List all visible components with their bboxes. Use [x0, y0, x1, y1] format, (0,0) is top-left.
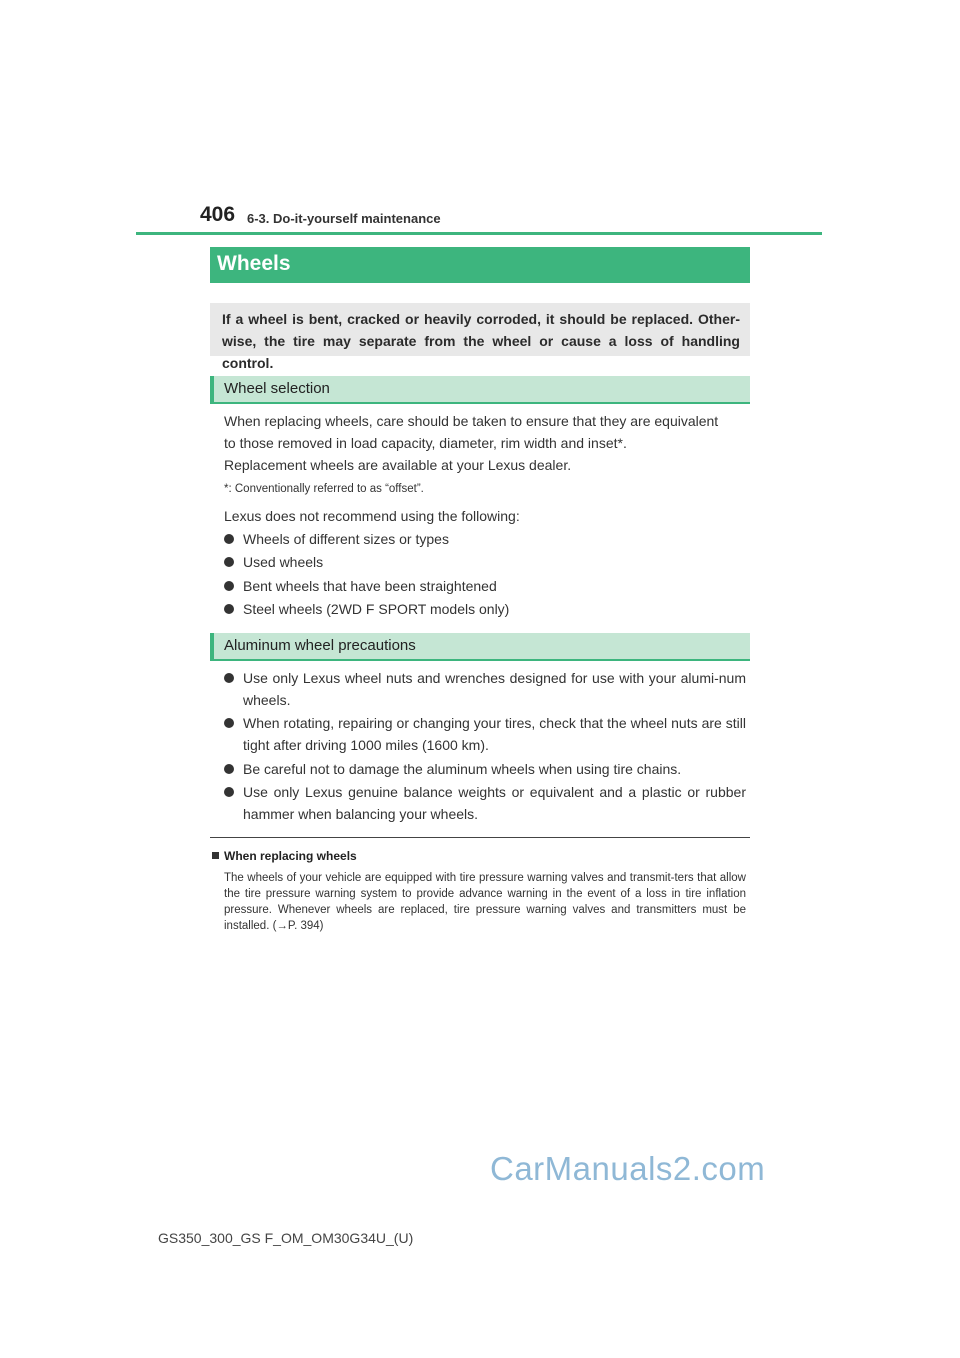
intro-box [210, 303, 750, 371]
bullet-icon [224, 673, 234, 683]
note-heading: When replacing wheels [212, 849, 357, 863]
section-title-band [210, 247, 750, 283]
bullet-icon [224, 557, 234, 567]
list-item: Used wheels [224, 551, 746, 573]
intro-text: If a wheel is bent, cracked or heavily corroded, it should be replaced. Other-wise, the tire may separate from the wheel or cause a loss of handling control. [222, 311, 740, 371]
list-item: Use only Lexus wheel nuts and wrenches designed for use with your alumi-num wheels. [224, 667, 746, 711]
list-item: Use only Lexus genuine balance weights or equivalent and a plastic or rubber hammer when balancing your wheels. [224, 781, 746, 825]
list-item: Wheels of different sizes or types [224, 528, 746, 550]
list-item: Steel wheels (2WD F SPORT models only) [224, 598, 746, 620]
footnote: *: Conventionally referred to as “offset”. [224, 483, 424, 495]
page-number: 406 [200, 203, 236, 226]
note-body: The wheels of your vehicle are equipped with tire pressure warning valves and transmit-ters that allow the tire pressure warning system to provide advance warning in the event of a loss in tire inflation pressure. Whenever wheels are replaced, tire pressure warning valves and transmitters must be installed. (→P. 394) [224, 872, 746, 932]
document-code: GS350_300_GS F_OM_OM30G34U_(U) [158, 1230, 414, 1246]
bullet-icon [224, 718, 234, 728]
chapter-title: 6-3. Do-it-yourself maintenance [247, 211, 441, 226]
wheel-selection-heading: Wheel selection [224, 380, 330, 397]
selection-line-2: to those removed in load capacity, diameter, rim width and inset*. [224, 435, 627, 451]
selection-line-1: When replacing wheels, care should be taken to ensure that they are equivalent [224, 413, 719, 429]
aluminum-heading-band [210, 633, 750, 661]
bullet-icon [224, 534, 234, 544]
bullet-icon [224, 581, 234, 591]
square-bullet-icon [212, 852, 219, 859]
wheel-selection-heading-band [210, 376, 750, 404]
bullet-icon [224, 787, 234, 797]
not-recommended-intro: Lexus does not recommend using the following: [224, 508, 520, 524]
aluminum-heading: Aluminum wheel precautions [224, 637, 416, 654]
section-title: Wheels [217, 252, 291, 275]
note-separator [210, 837, 750, 838]
header-rule [136, 232, 822, 235]
bullet-icon [224, 764, 234, 774]
bullet-icon [224, 604, 234, 614]
list-item: When rotating, repairing or changing your tires, check that the wheel nuts are still tight after driving 1000 miles (1600 km). [224, 712, 746, 756]
list-item: Be careful not to damage the aluminum wheels when using tire chains. [224, 758, 746, 780]
list-item: Bent wheels that have been straightened [224, 575, 746, 597]
selection-line-3: Replacement wheels are available at your Lexus dealer. [224, 457, 572, 473]
watermark: CarManuals2.com [490, 1150, 766, 1187]
